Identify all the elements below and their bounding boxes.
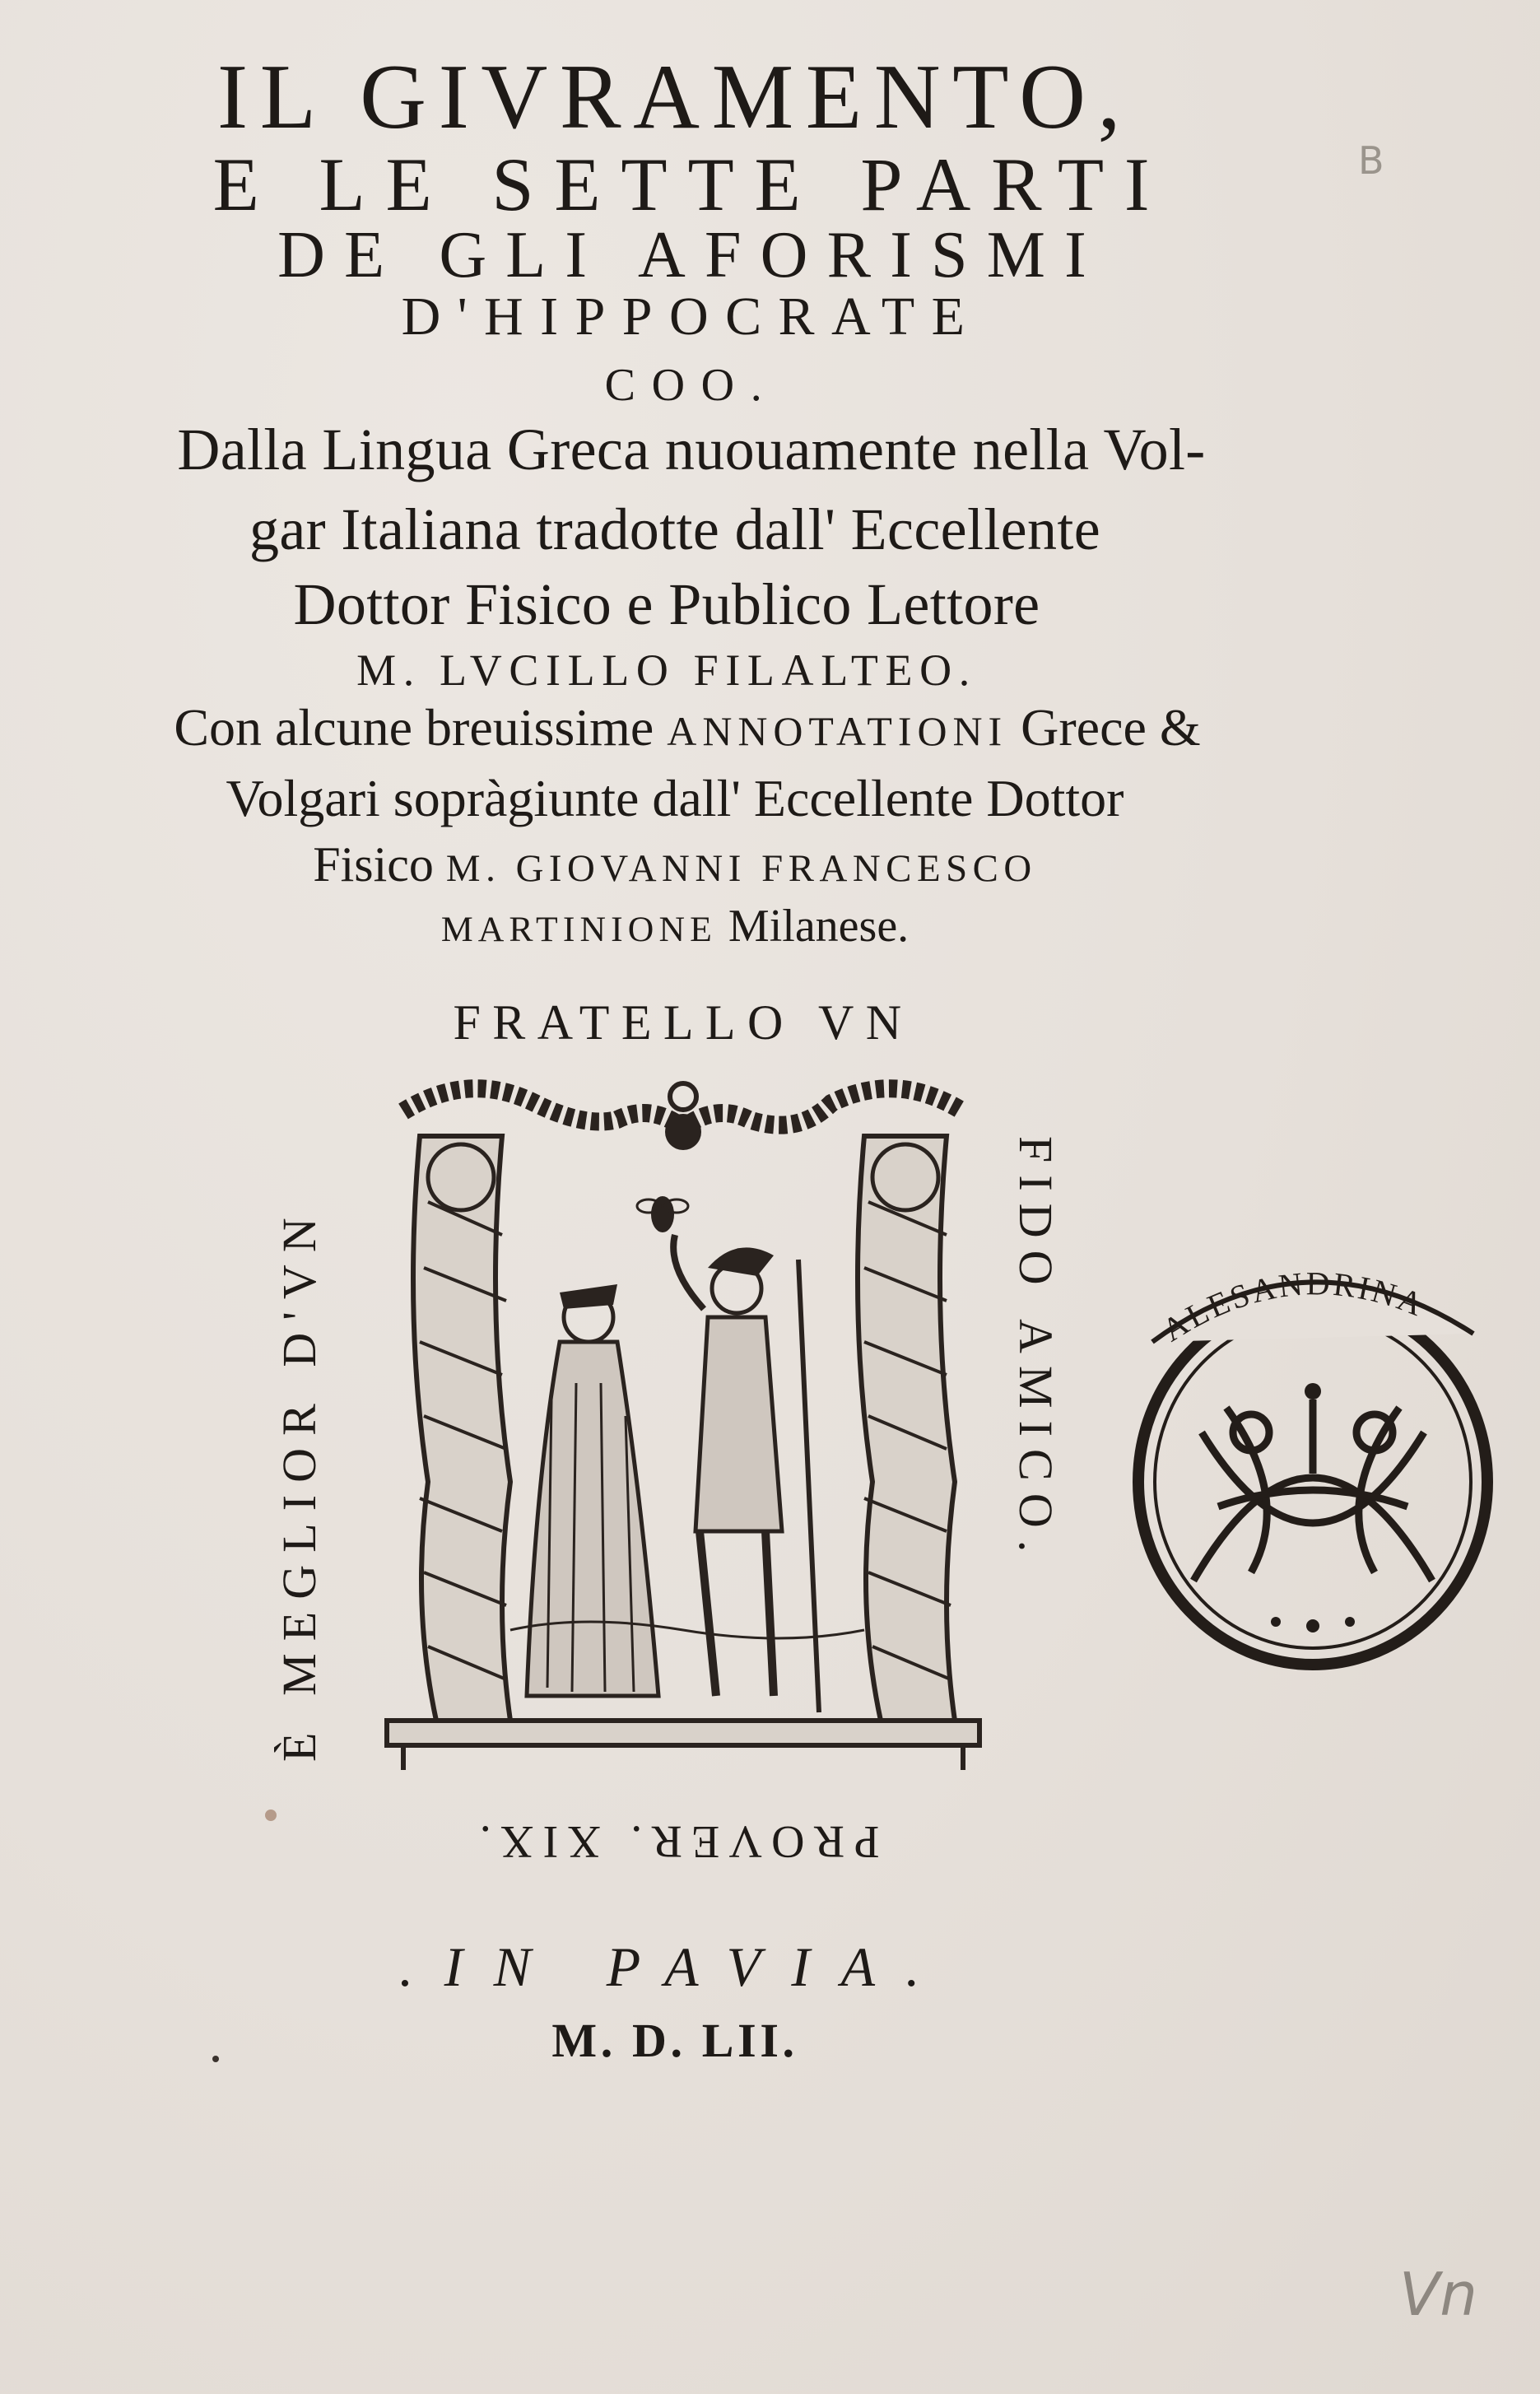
translator-name: M. LVCILLO FILALTEO.	[356, 645, 977, 695]
annotations-line-3a: Fisico	[313, 837, 446, 892]
translation-line-3: Dottor Fisico e Publico Lettore	[293, 571, 1040, 637]
annotations-line-3b: M. GIOVANNI FRANCESCO	[445, 847, 1037, 890]
annotations-line-4b: Milanese.	[716, 901, 910, 952]
foxing-spot	[265, 1809, 277, 1821]
annotations-line-2: Volgari sopràgiunte dall' Eccellente Dottor	[226, 769, 1124, 827]
annotations-line-4a: MARTINIONE	[440, 910, 717, 949]
woodcut-printer-device	[370, 1070, 996, 1778]
foxing-spot	[212, 2056, 219, 2062]
title-line-2: E LE SETTE PARTI	[212, 142, 1170, 226]
title-line-4: D'HIPPOCRATE	[401, 286, 982, 347]
title-line-3: DE GLI AFORISMI	[277, 219, 1105, 291]
motto-right: FIDO AMICO.	[1009, 1136, 1063, 1565]
imprint-year: M. D. LII.	[551, 2014, 798, 2067]
motto-top: FRATELLO VN	[453, 995, 914, 1050]
pencil-mark-top: B	[1358, 138, 1384, 183]
library-stamp	[1128, 1227, 1498, 1671]
imprint-place: .IN PAVIA.	[399, 1935, 951, 1998]
stamp-text: ALESANDRINA	[1155, 1265, 1431, 1349]
annotations-line-1b: ANNOTATIONI	[667, 709, 1008, 754]
pencil-mark-bottom: Vn	[1399, 2260, 1477, 2329]
motto-bottom: PROVER. XIX.	[470, 1816, 880, 1867]
annotations-line-1	[0, 698, 1375, 757]
translation-line-1: Dalla Lingua Greca nuouamente nella Vol-	[177, 417, 1206, 482]
title-line-1: IL GIVRAMENTO,	[216, 46, 1133, 148]
annotations-line-1a: Con alcune breuissime	[174, 698, 668, 757]
motto-left: È MEGLIOR D'VN	[272, 1205, 326, 1762]
translation-line-2: gar Italiana tradotte dall' Eccellente	[249, 496, 1101, 562]
annotations-line-1c: Grece &	[1007, 698, 1201, 757]
title-line-5: COO.	[604, 360, 779, 411]
annotations-line-4	[0, 901, 1350, 952]
annotations-line-3	[0, 837, 1350, 892]
